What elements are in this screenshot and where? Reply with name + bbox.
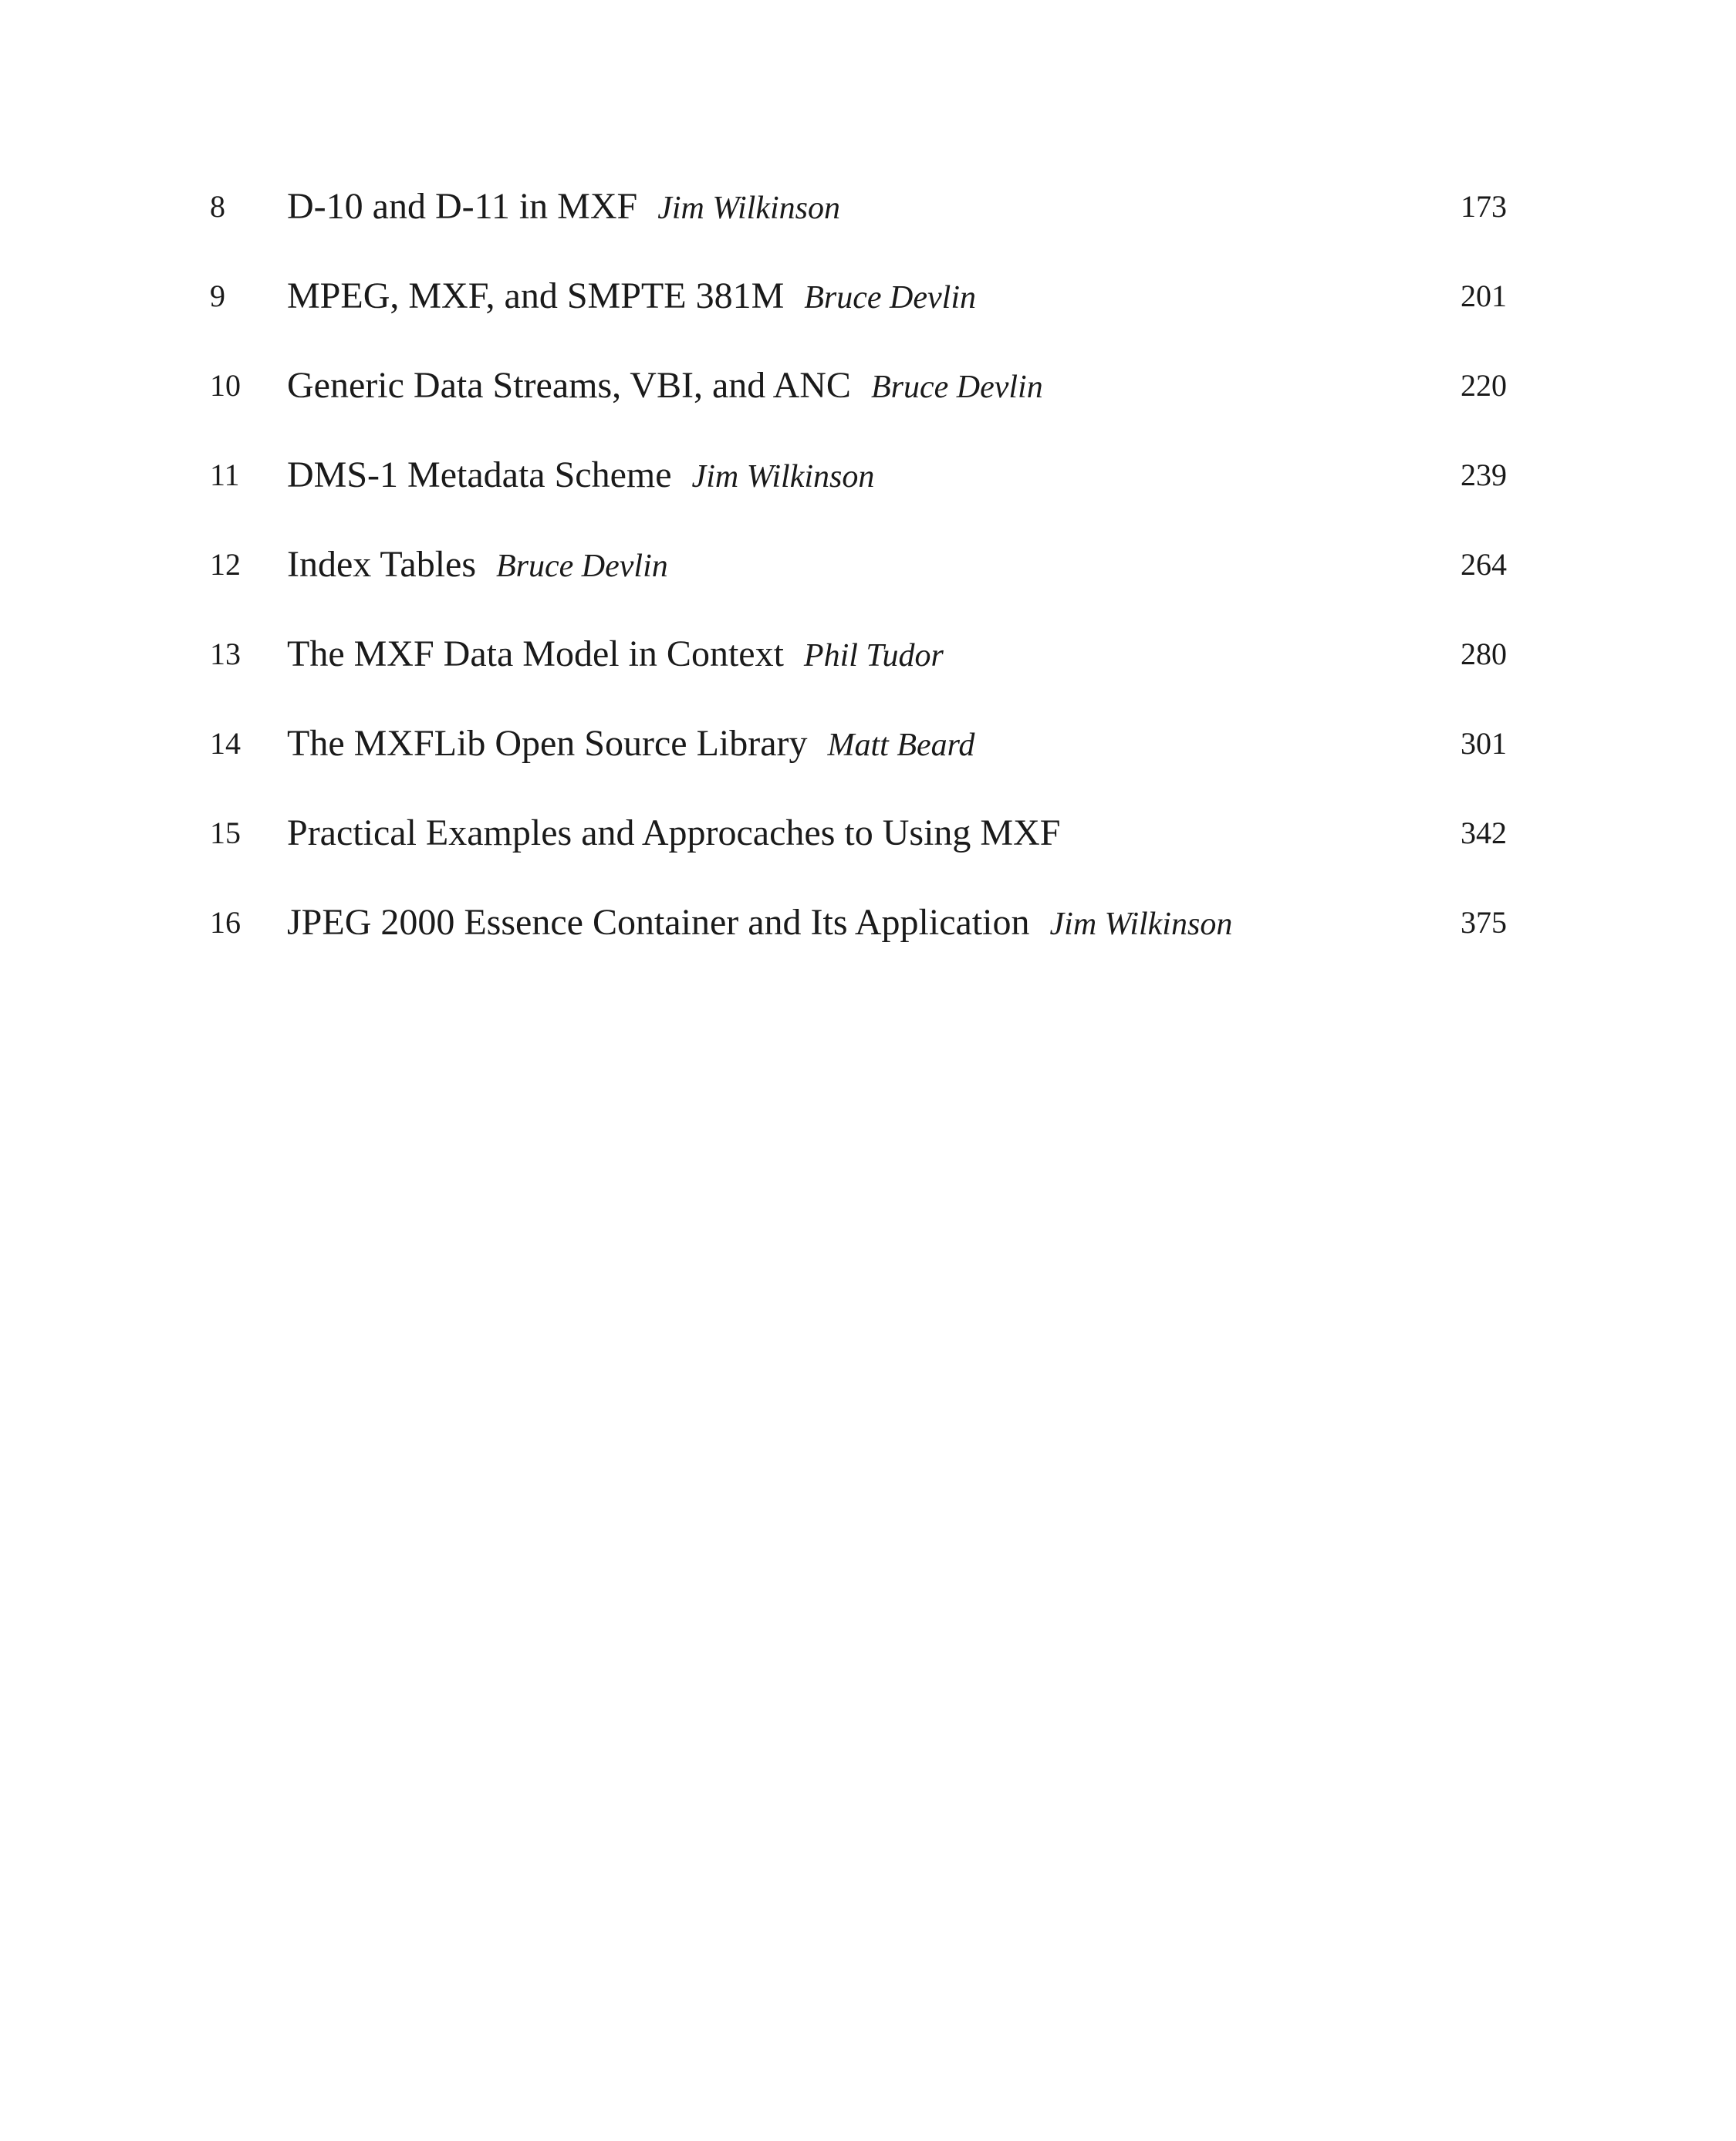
page-number: 264 <box>1461 547 1507 582</box>
chapter-title: The MXFLib Open Source Library <box>287 723 808 764</box>
chapter-author: Jim Wilkinson <box>1049 907 1233 942</box>
chapter-heading <box>287 627 944 690</box>
chapter-heading <box>287 896 1232 958</box>
page-number: 201 <box>1461 279 1507 313</box>
chapter-heading <box>287 717 974 779</box>
chapter-number: 14 <box>210 726 241 761</box>
chapter-heading <box>287 448 874 511</box>
chapter-author: Jim Wilkinson <box>657 191 841 226</box>
chapter-author: Jim Wilkinson <box>691 459 875 495</box>
chapter-author: Bruce Devlin <box>496 549 668 584</box>
page-number: 220 <box>1461 368 1507 403</box>
chapter-author: Matt Beard <box>827 728 975 763</box>
page-number: 173 <box>1461 189 1507 224</box>
toc-entry <box>0 896 1736 950</box>
page-number: 342 <box>1461 816 1507 850</box>
chapter-number: 15 <box>210 816 241 850</box>
chapter-title: DMS-1 Metadata Scheme <box>287 454 672 495</box>
toc-entry <box>0 180 1736 234</box>
chapter-title: JPEG 2000 Essence Container and Its Application <box>287 902 1030 943</box>
chapter-heading <box>287 269 976 332</box>
chapter-author: Phil Tudor <box>803 638 944 674</box>
page-number: 239 <box>1461 458 1507 492</box>
chapter-heading <box>287 538 668 600</box>
chapter-number: 9 <box>210 279 225 313</box>
chapter-number: 8 <box>210 189 225 224</box>
toc-entry <box>0 806 1736 860</box>
chapter-heading <box>287 359 1043 421</box>
chapter-title: MPEG, MXF, and SMPTE 381M <box>287 275 785 316</box>
chapter-number: 11 <box>210 458 240 492</box>
toc-entry <box>0 538 1736 592</box>
chapter-number: 10 <box>210 368 241 403</box>
chapter-title: Index Tables <box>287 544 477 585</box>
chapter-title: Generic Data Streams, VBI, and ANC <box>287 365 851 406</box>
page-number: 375 <box>1461 905 1507 940</box>
chapter-number: 13 <box>210 637 241 671</box>
chapter-title: Practical Examples and Approcaches to Using MXF <box>287 812 1061 853</box>
chapter-author: Bruce Devlin <box>870 370 1043 405</box>
chapter-number: 12 <box>210 547 241 582</box>
toc-entry <box>0 627 1736 681</box>
toc-entry <box>0 269 1736 323</box>
page-number: 280 <box>1461 637 1507 671</box>
toc-entry <box>0 717 1736 771</box>
chapter-title: D-10 and D-11 in MXF <box>287 186 638 227</box>
chapter-heading <box>287 806 1060 869</box>
chapter-number: 16 <box>210 905 241 940</box>
chapter-title: The MXF Data Model in Context <box>287 633 784 674</box>
toc-entry <box>0 448 1736 502</box>
page-number: 301 <box>1461 726 1507 761</box>
chapter-heading <box>287 180 840 242</box>
toc-entry <box>0 359 1736 413</box>
chapter-author: Bruce Devlin <box>804 280 976 316</box>
